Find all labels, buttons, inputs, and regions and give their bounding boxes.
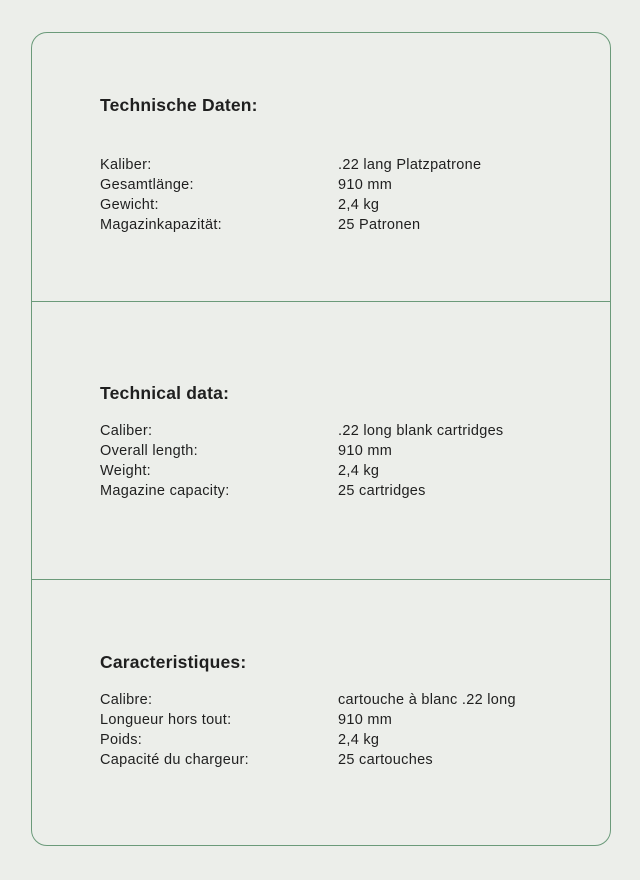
spec-list	[100, 690, 580, 770]
spec-row-capacity	[100, 750, 580, 770]
spec-label: Poids:	[100, 732, 143, 748]
spec-row-length	[100, 710, 580, 730]
section-heading: Technical data:	[100, 383, 230, 403]
spec-value: 25 cartouches	[338, 752, 433, 768]
spec-value: 2,4 kg	[338, 463, 380, 479]
spec-label: Gewicht:	[100, 197, 159, 213]
spec-row-capacity	[100, 215, 580, 235]
spec-value: 910 mm	[338, 177, 393, 193]
spec-row-weight	[100, 461, 580, 481]
spec-value: 25 Patronen	[338, 217, 421, 233]
spec-row-caliber	[100, 155, 580, 175]
spec-label: Weight:	[100, 463, 151, 479]
section-divider-2	[31, 579, 611, 580]
spec-label: Caliber:	[100, 423, 153, 439]
spec-label: Calibre:	[100, 692, 153, 708]
spec-label: Magazinkapazität:	[100, 217, 222, 233]
spec-row-weight	[100, 195, 580, 215]
spec-row-capacity	[100, 481, 580, 501]
section-heading: Caracteristiques:	[100, 652, 247, 672]
spec-row-length	[100, 441, 580, 461]
spec-label: Longueur hors tout:	[100, 712, 232, 728]
section-heading: Technische Daten:	[100, 95, 258, 115]
spec-value: 910 mm	[338, 443, 393, 459]
spec-label: Overall length:	[100, 443, 198, 459]
spec-label: Magazine capacity:	[100, 483, 230, 499]
spec-value: .22 long blank cartridges	[338, 423, 504, 439]
spec-value: 25 cartridges	[338, 483, 426, 499]
section-divider-1	[31, 301, 611, 302]
section-english	[100, 383, 580, 499]
spec-label: Kaliber:	[100, 157, 152, 173]
spec-row-caliber	[100, 421, 580, 441]
spec-value: cartouche à blanc .22 long	[338, 692, 516, 708]
section-german	[100, 95, 580, 233]
spec-label: Capacité du chargeur:	[100, 752, 249, 768]
spec-list	[100, 155, 580, 235]
section-french	[100, 652, 580, 768]
spec-row-length	[100, 175, 580, 195]
spec-value: 910 mm	[338, 712, 393, 728]
spec-list	[100, 421, 580, 501]
spec-label: Gesamtlänge:	[100, 177, 194, 193]
spec-value: 2,4 kg	[338, 732, 380, 748]
spec-value: .22 lang Platzpatrone	[338, 157, 482, 173]
spec-row-weight	[100, 730, 580, 750]
spec-value: 2,4 kg	[338, 197, 380, 213]
spec-row-caliber	[100, 690, 580, 710]
